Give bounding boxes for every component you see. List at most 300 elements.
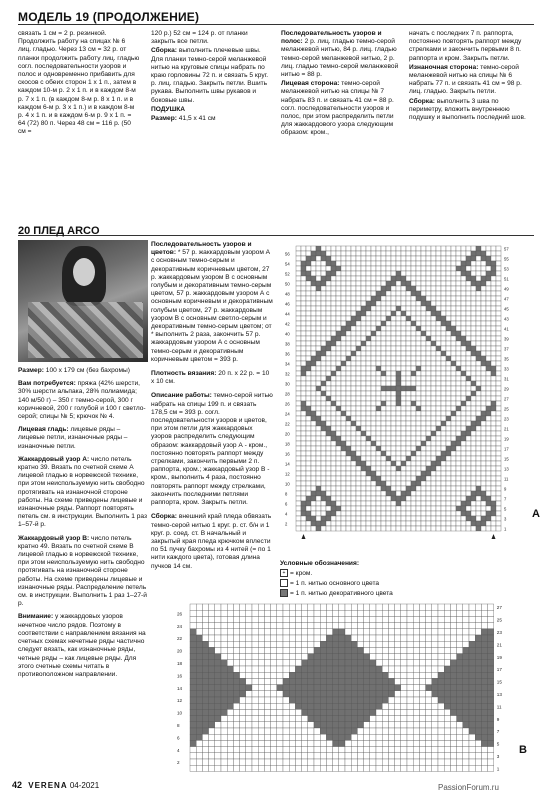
chart-a-cell xyxy=(331,506,336,511)
chart-b-cell xyxy=(308,616,314,622)
chart-b-cell xyxy=(308,666,314,672)
chart-a-cell xyxy=(391,471,396,476)
chart-a-cell xyxy=(361,311,366,316)
chart-b-cell xyxy=(438,678,444,684)
chart-a-cell xyxy=(421,486,426,491)
chart-a-cell xyxy=(481,281,486,286)
chart-a-cell xyxy=(451,251,456,256)
chart-a-cell xyxy=(436,276,441,281)
chart-b-cell xyxy=(302,722,308,728)
chart-a-cell xyxy=(451,491,456,496)
chart-a-cell xyxy=(386,511,391,516)
chart-a-cell xyxy=(361,511,366,516)
chart-b-cell xyxy=(202,660,208,666)
chart-a-cell xyxy=(451,271,456,276)
chart-b-cell xyxy=(432,765,438,771)
chart-b-cell xyxy=(295,722,301,728)
chart-b-cell xyxy=(227,740,233,746)
chart-a-cell xyxy=(496,346,501,351)
chart-a-cell xyxy=(316,456,321,461)
chart-a-cell xyxy=(461,516,466,521)
chart-b-cell xyxy=(240,703,246,709)
chart-a-cell xyxy=(496,371,501,376)
chart-a-cell xyxy=(316,511,321,516)
chart-b-cell xyxy=(432,672,438,678)
chart-a-cell xyxy=(366,451,371,456)
chart-a-cell xyxy=(426,526,431,531)
size-label: Размер: xyxy=(18,367,44,374)
chart-a-cell xyxy=(376,526,381,531)
chart-a-cell xyxy=(416,396,421,401)
chart-a-cell xyxy=(301,521,306,526)
chart-a-cell xyxy=(376,376,381,381)
chart-a-cell xyxy=(346,431,351,436)
chart-a-cell xyxy=(381,396,386,401)
chart-a-cell xyxy=(326,431,331,436)
chart-b-cell xyxy=(419,765,425,771)
chart-b-cell xyxy=(289,660,295,666)
chart-a-cell xyxy=(401,261,406,266)
chart-a-cell xyxy=(366,361,371,366)
chart-a-cell xyxy=(321,251,326,256)
chart-b-cell xyxy=(277,709,283,715)
chart-b-cell xyxy=(333,703,339,709)
chart-b-cell xyxy=(444,691,450,697)
chart-a-cell xyxy=(391,511,396,516)
chart-a-cell xyxy=(416,286,421,291)
chart-a-cell xyxy=(471,411,476,416)
chart-b-cell xyxy=(277,629,283,635)
chart-a-cell xyxy=(336,336,341,341)
chart-a-cell xyxy=(416,446,421,451)
chart-a-cell xyxy=(401,351,406,356)
chart-a-cell xyxy=(406,421,411,426)
chart-b-cell xyxy=(401,765,407,771)
chart-b-cell xyxy=(227,716,233,722)
chart-a-cell xyxy=(466,301,471,306)
chart-b-cell xyxy=(469,647,475,653)
chart-a-cell xyxy=(381,516,386,521)
chart-a-cell xyxy=(361,486,366,491)
chart-b-cell xyxy=(419,623,425,629)
chart-a-cell xyxy=(401,381,406,386)
chart-a-cell xyxy=(381,366,386,371)
chart-a-cell xyxy=(461,296,466,301)
chart-a-cell xyxy=(321,426,326,431)
chart-b-cell xyxy=(240,747,246,753)
chart-a-cell xyxy=(316,381,321,386)
chart-b-cell xyxy=(438,703,444,709)
chart-a-row-number: 13 xyxy=(504,466,509,472)
chart-a-cell xyxy=(401,341,406,346)
chart-b-cell xyxy=(302,629,308,635)
chart-a-cell xyxy=(306,356,311,361)
chart-a-cell xyxy=(416,346,421,351)
chart-a-cell xyxy=(401,301,406,306)
chart-a-cell xyxy=(451,346,456,351)
chart-a-cell xyxy=(341,426,346,431)
chart-a-cell xyxy=(476,326,481,331)
chart-a-row-number: 8 xyxy=(285,491,288,497)
chart-a-cell xyxy=(326,411,331,416)
chart-a-cell xyxy=(446,426,451,431)
chart-a-cell xyxy=(401,431,406,436)
chart-a-cell xyxy=(386,396,391,401)
chart-a-cell xyxy=(401,436,406,441)
chart-legend xyxy=(280,560,440,599)
chart-a-cell xyxy=(451,391,456,396)
chart-a-row-number: 9 xyxy=(504,486,507,492)
chart-b-cell xyxy=(469,678,475,684)
chart-b-cell xyxy=(481,728,487,734)
chart-b-cell xyxy=(426,753,432,759)
chart-b-cell xyxy=(271,740,277,746)
chart-a-cell xyxy=(496,366,501,371)
chart-a-cell xyxy=(436,501,441,506)
chart-b-cell xyxy=(314,740,320,746)
chart-a-cell xyxy=(491,351,496,356)
chart-a-cell xyxy=(471,256,476,261)
chart-a-cell xyxy=(421,441,426,446)
chart-b-cell xyxy=(438,654,444,660)
chart-b-cell xyxy=(264,641,270,647)
chart-b-cell xyxy=(320,734,326,740)
chart-a-cell xyxy=(351,386,356,391)
chart-a-cell xyxy=(376,386,381,391)
chart-b-cell xyxy=(419,685,425,691)
chart-a-cell xyxy=(486,476,491,481)
chart-a-cell xyxy=(411,286,416,291)
chart-b-cell xyxy=(444,654,450,660)
chart-a-cell xyxy=(481,296,486,301)
chart-b-row-number: 5 xyxy=(496,741,500,747)
chart-a-cell xyxy=(356,521,361,526)
chart-a-cell xyxy=(326,296,331,301)
chart-a-cell xyxy=(436,526,441,531)
chart-a-cell xyxy=(466,511,471,516)
chart-a-cell xyxy=(371,306,376,311)
chart-a-cell xyxy=(436,386,441,391)
chart-a-cell xyxy=(426,341,431,346)
watermark: PassionForum.ru xyxy=(438,783,499,792)
chart-a-cell xyxy=(396,356,401,361)
chart-a-cell xyxy=(401,446,406,451)
chart-a-cell xyxy=(311,501,316,506)
chart-a-cell xyxy=(446,351,451,356)
chart-b-cell xyxy=(457,697,463,703)
chart-a-cell xyxy=(396,276,401,281)
chart-a-cell xyxy=(391,401,396,406)
chart-a-cell xyxy=(326,291,331,296)
chart-a-row-number: 3 xyxy=(504,516,507,522)
chart-a-cell xyxy=(351,496,356,501)
chart-b-cell xyxy=(345,753,351,759)
chart-b-cell xyxy=(345,616,351,622)
chart-b-cell xyxy=(407,765,413,771)
chart-b-cell xyxy=(202,672,208,678)
chart-a-cell xyxy=(496,326,501,331)
chart-b-cell xyxy=(450,747,456,753)
chart-a-cell xyxy=(321,391,326,396)
chart-b-cell xyxy=(463,635,469,641)
chart-b-cell xyxy=(388,753,394,759)
chart-b-cell xyxy=(295,660,301,666)
chart-a-cell xyxy=(446,481,451,486)
chart-b-cell xyxy=(302,747,308,753)
chart-a-cell xyxy=(311,476,316,481)
chart-a-cell xyxy=(316,306,321,311)
chart-a-cell xyxy=(296,311,301,316)
chart-b-cell xyxy=(401,616,407,622)
chart-a-cell xyxy=(416,511,421,516)
chart-a-cell xyxy=(441,461,446,466)
chart-a-cell xyxy=(436,251,441,256)
chart-a-cell xyxy=(321,281,326,286)
chart-a-cell xyxy=(446,511,451,516)
chart-a-cell xyxy=(361,316,366,321)
chart-a-cell xyxy=(301,461,306,466)
chart-a-cell xyxy=(326,371,331,376)
chart-a-row-number: 15 xyxy=(504,456,509,462)
chart-a-cell xyxy=(421,466,426,471)
chart-a-cell xyxy=(341,496,346,501)
chart-a-cell xyxy=(496,286,501,291)
chart-a-cell xyxy=(336,491,341,496)
chart-b-cell xyxy=(302,654,308,660)
chart-a-cell xyxy=(381,246,386,251)
chart-a-cell xyxy=(356,411,361,416)
chart-b-cell xyxy=(364,610,370,616)
chart-b-cell xyxy=(388,765,394,771)
chart-b-cell xyxy=(302,728,308,734)
chart-b-cell xyxy=(221,709,227,715)
chart-a-cell xyxy=(476,256,481,261)
chart-b-cell xyxy=(215,616,221,622)
chart-a-cell xyxy=(456,306,461,311)
chart-b-cell xyxy=(388,759,394,765)
chart-a-cell xyxy=(326,286,331,291)
chart-a-cell xyxy=(441,281,446,286)
chart-a-cell xyxy=(311,511,316,516)
chart-a-cell xyxy=(396,421,401,426)
chart-a-cell xyxy=(331,301,336,306)
chart-a-cell xyxy=(331,406,336,411)
chart-a-cell xyxy=(426,496,431,501)
chart-a-cell xyxy=(311,526,316,531)
chart-a-cell xyxy=(446,411,451,416)
chart-b-cell xyxy=(488,685,494,691)
chart-a-cell xyxy=(491,441,496,446)
chart-a-cell xyxy=(336,401,341,406)
chart-a-cell xyxy=(451,266,456,271)
chart-b-cell xyxy=(314,641,320,647)
chart-b-cell xyxy=(432,734,438,740)
chart-b-cell xyxy=(401,709,407,715)
chart-a-cell xyxy=(391,481,396,486)
chart-a-cell xyxy=(491,396,496,401)
chart-b-cell xyxy=(264,610,270,616)
chart-a-cell xyxy=(411,261,416,266)
chart-b-cell xyxy=(388,728,394,734)
chart-b-cell xyxy=(457,666,463,672)
chart-a-cell xyxy=(341,306,346,311)
chart-a-cell xyxy=(301,526,306,531)
chart-a-cell xyxy=(381,486,386,491)
chart-a-cell xyxy=(476,496,481,501)
chart-a-cell xyxy=(411,366,416,371)
chart-b-cell xyxy=(320,672,326,678)
chart-a-cell xyxy=(411,446,416,451)
chart-a-cell xyxy=(336,421,341,426)
chart-a-cell xyxy=(361,271,366,276)
chart-a-cell xyxy=(476,291,481,296)
chart-a-cell xyxy=(431,286,436,291)
chart-a-cell xyxy=(441,386,446,391)
chart-b-label: B xyxy=(519,744,527,756)
chart-b-cell xyxy=(227,604,233,610)
chart-a-cell xyxy=(461,346,466,351)
chart-b-cell xyxy=(370,697,376,703)
chart-a-cell xyxy=(306,261,311,266)
chart-a-cell xyxy=(416,466,421,471)
chart-a-cell xyxy=(346,266,351,271)
chart-a-cell xyxy=(486,496,491,501)
chart-a-cell xyxy=(356,446,361,451)
chart-a-cell xyxy=(431,406,436,411)
chart-b-cell xyxy=(395,740,401,746)
chart-b-cell xyxy=(252,654,258,660)
chart-a-cell xyxy=(376,291,381,296)
chart-a-cell xyxy=(476,411,481,416)
chart-a-cell xyxy=(481,311,486,316)
chart-a-cell xyxy=(441,446,446,451)
chart-b-cell xyxy=(481,734,487,740)
chart-a-cell xyxy=(456,511,461,516)
chart-a-cell xyxy=(386,376,391,381)
chart-a-cell xyxy=(436,381,441,386)
chart-a-cell xyxy=(461,416,466,421)
chart-b-cell xyxy=(277,753,283,759)
chart-a-cell xyxy=(491,251,496,256)
chart-b-cell xyxy=(413,685,419,691)
chart-a-cell xyxy=(351,491,356,496)
chart-a-cell xyxy=(451,436,456,441)
chart-a-cell xyxy=(296,246,301,251)
chart-a-cell xyxy=(371,276,376,281)
chart-a-cell xyxy=(326,501,331,506)
chart-b-cell xyxy=(271,703,277,709)
chart-b-cell xyxy=(302,666,308,672)
chart-b-cell xyxy=(215,672,221,678)
chart-a-cell xyxy=(441,426,446,431)
chart-a-row-number: 36 xyxy=(285,351,290,357)
chart-a-cell xyxy=(406,356,411,361)
chart-a-cell xyxy=(426,271,431,276)
chart-b-cell xyxy=(196,734,202,740)
chart-b-cell xyxy=(271,765,277,771)
chart-a-cell xyxy=(466,501,471,506)
chart-b-cell xyxy=(246,765,252,771)
chart-a-cell xyxy=(436,246,441,251)
chart-a-cell xyxy=(466,496,471,501)
chart-b-cell xyxy=(419,678,425,684)
chart-b-cell xyxy=(395,765,401,771)
chart-a-cell xyxy=(376,311,381,316)
chart-b-cell xyxy=(370,716,376,722)
chart-a-cell xyxy=(471,296,476,301)
chart-a-cell xyxy=(441,496,446,501)
chart-b-cell xyxy=(438,753,444,759)
chart-b-cell xyxy=(264,616,270,622)
chart-a-cell xyxy=(456,256,461,261)
chart-a-cell xyxy=(436,346,441,351)
chart-a-cell xyxy=(371,526,376,531)
chart-a-cell xyxy=(361,326,366,331)
chart-b-cell xyxy=(376,623,382,629)
chart-a-cell xyxy=(301,366,306,371)
chart-a-cell xyxy=(406,441,411,446)
chart-b-cell xyxy=(376,654,382,660)
chart-a-cell xyxy=(496,451,501,456)
chart-b-cell xyxy=(302,660,308,666)
chart-a-cell xyxy=(406,371,411,376)
chart-b-cell xyxy=(202,740,208,746)
chart-a-cell xyxy=(411,426,416,431)
chart-a-cell xyxy=(421,481,426,486)
chart-b-cell xyxy=(246,660,252,666)
chart-a-cell xyxy=(476,286,481,291)
chart-a-cell xyxy=(401,271,406,276)
chart-a-cell xyxy=(331,306,336,311)
chart-a-cell xyxy=(356,501,361,506)
chart-b-cell xyxy=(246,691,252,697)
chart-b-cell xyxy=(308,709,314,715)
chart-b-cell xyxy=(339,765,345,771)
chart-a-cell xyxy=(321,516,326,521)
chart-b-cell xyxy=(314,666,320,672)
chart-a-cell xyxy=(371,366,376,371)
chart-a-cell xyxy=(456,486,461,491)
chart-b-cell xyxy=(457,728,463,734)
chart-a-cell xyxy=(356,506,361,511)
chart-a-cell xyxy=(441,526,446,531)
chart-a-cell xyxy=(331,286,336,291)
chart-a-cell xyxy=(466,421,471,426)
chart-a-cell xyxy=(311,366,316,371)
chart-b-cell xyxy=(264,734,270,740)
chart-a-cell xyxy=(451,496,456,501)
chart-b-cell xyxy=(202,734,208,740)
chart-a-cell xyxy=(491,521,496,526)
chart-a-cell xyxy=(391,496,396,501)
chart-b-cell xyxy=(444,623,450,629)
chart-b-cell xyxy=(444,635,450,641)
chart-b-cell xyxy=(252,753,258,759)
chart-b-cell xyxy=(196,610,202,616)
chart-b-cell xyxy=(221,747,227,753)
chart-a-cell xyxy=(446,521,451,526)
chart-a-cell xyxy=(421,281,426,286)
chart-b-cell xyxy=(314,691,320,697)
chart-b-cell xyxy=(463,654,469,660)
chart-a-cell xyxy=(416,521,421,526)
chart-a-cell xyxy=(491,436,496,441)
chart-a-cell xyxy=(396,266,401,271)
chart-a-cell xyxy=(301,246,306,251)
chart-a-cell xyxy=(341,486,346,491)
chart-a-cell xyxy=(341,391,346,396)
chart-a-cell xyxy=(321,276,326,281)
